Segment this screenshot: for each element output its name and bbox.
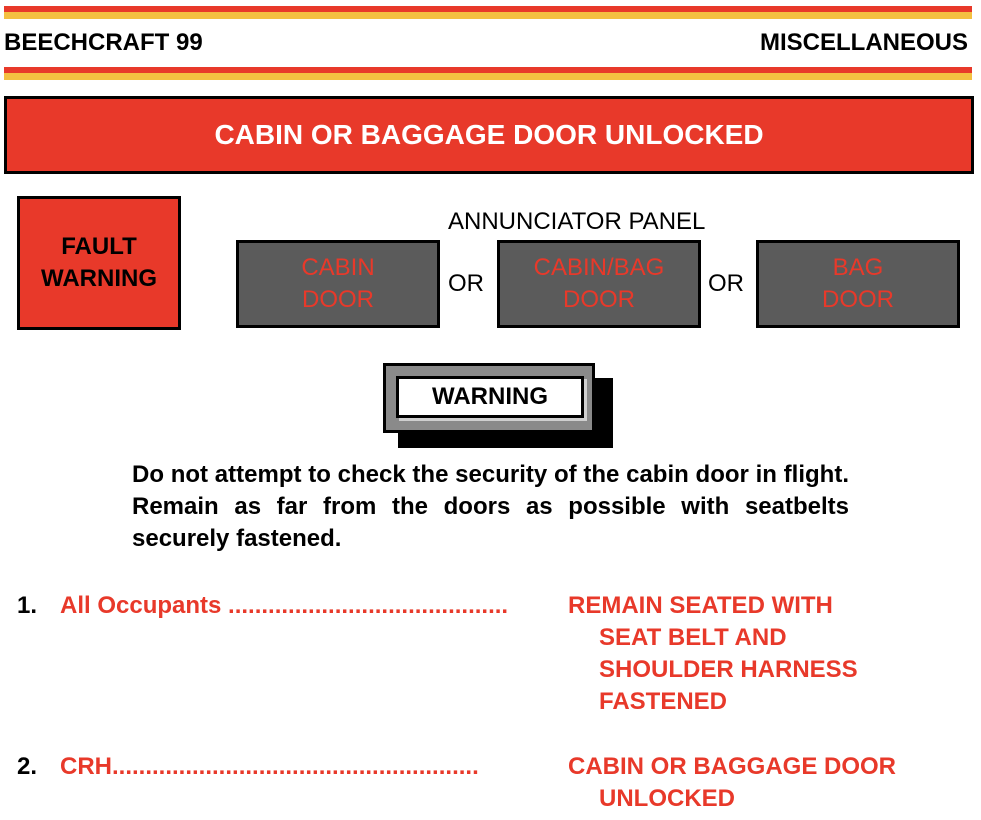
step-1-number: 1. [17,592,38,619]
step-2-action [568,751,896,815]
or-separator-1: OR [448,270,484,297]
step-2-action-line1: CABIN OR BAGGAGE DOOR [568,753,897,780]
aircraft-title: BEECHCRAFT 99 [4,29,203,56]
fault-warning-line2: WARNING [41,265,157,292]
top-yellow-band [4,12,972,19]
step-1-label: All Occupants .......................................... [60,592,509,619]
header-yellow-band [4,73,972,80]
fault-warning-label [29,231,169,295]
cabin-bag-door-light-line1: CABIN/BAG [533,254,665,281]
procedure-title: CABIN OR BAGGAGE DOOR UNLOCKED [214,119,764,150]
procedure-title-banner [4,96,974,174]
cabin-door-light-line1: CABIN [301,254,375,281]
cabin-bag-door-light-line2: DOOR [563,286,635,313]
or-separator-2: OR [708,270,744,297]
bag-door-light [756,240,960,328]
bag-door-light-line2: DOOR [822,286,894,313]
warning-text: Do not attempt to check the security of the cabin door in flight. Remain as far from the doors as possible with seatbelts securely fastened. [132,461,849,552]
annunciator-panel-title: ANNUNCIATOR PANEL [448,208,706,235]
warning-label-text: WARNING [432,383,548,410]
cabin-bag-door-light [497,240,701,328]
cabin-door-light [236,240,440,328]
bag-door-light-line1: BAG [832,254,884,281]
step-1-action-line2: SEAT BELT AND [599,624,787,651]
warning-label [396,376,584,418]
fault-warning-line1: FAULT [61,233,137,260]
step-1-action-line3: SHOULDER HARNESS [599,656,858,683]
section-title: MISCELLANEOUS [759,29,968,56]
step-2-action-line2: UNLOCKED [599,785,735,812]
step-1-action-line1: REMAIN SEATED WITH [568,592,833,619]
fault-warning-box [17,196,181,330]
step-1-action-line4: FASTENED [599,688,728,715]
step-1-action [568,590,858,718]
cabin-door-light-line2: DOOR [302,286,374,313]
step-2-number: 2. [17,753,38,780]
step-2-label: CRH....................................................... [60,753,479,780]
